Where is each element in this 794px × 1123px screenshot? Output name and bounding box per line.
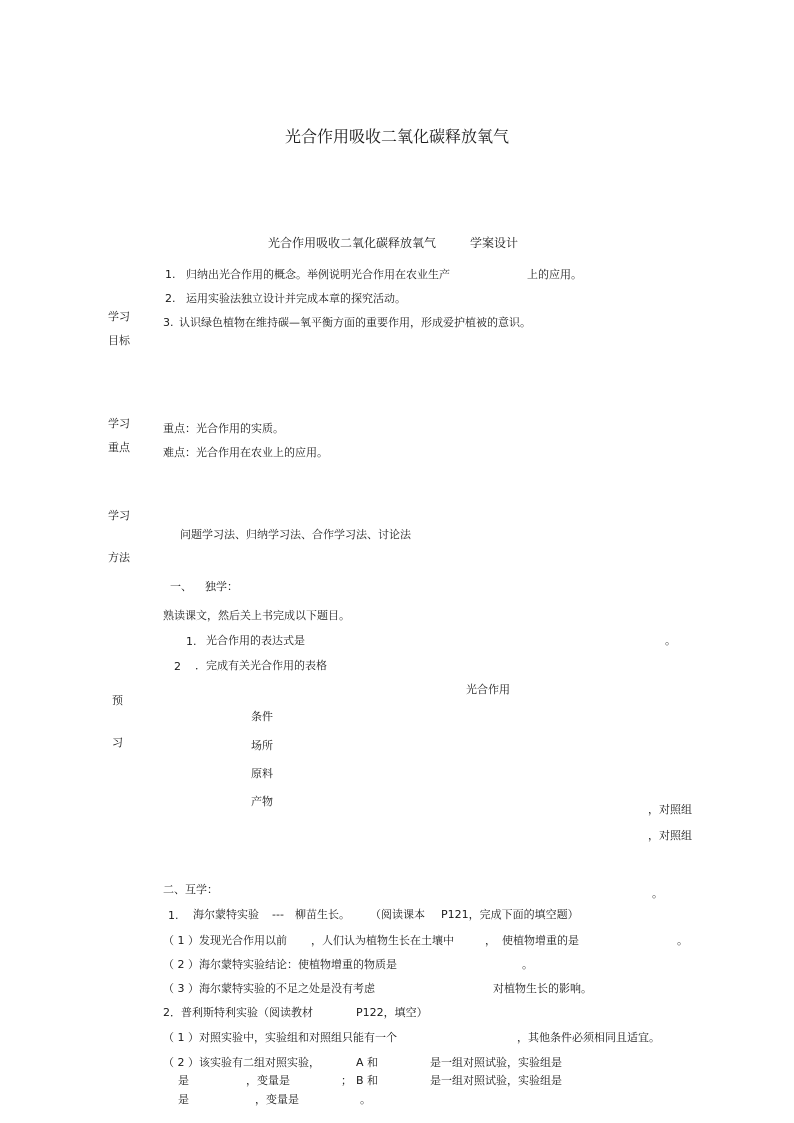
table-row-product: 产物 <box>251 795 273 808</box>
mutual-s3-b: 对植物生长的影响。 <box>493 982 592 995</box>
preview-q2-text: ．完成有关光合作用的表格 <box>195 659 327 672</box>
objectives-label-2: 目标 <box>108 334 130 347</box>
subtitle-main: 光合作用吸收二氧化碳释放氧气 <box>268 236 437 250</box>
mutual-p1-b: ，其他条件必须相同且适宜。 <box>517 1031 660 1044</box>
mutual-p1-a: （ 1 ）对照实验中，实验组和对照组只能有一个 <box>163 1031 397 1044</box>
objective-2-num: 2. <box>165 292 176 305</box>
mutual-p2-b: A 和 <box>356 1056 379 1069</box>
keypoints-label-2: 重点 <box>108 441 130 454</box>
preview-label-1: 预 <box>112 694 123 707</box>
mutual-q1-a: 海尔蒙特实验 <box>193 908 259 921</box>
table-row-material: 原料 <box>251 767 273 780</box>
mutual-p3-e: 是一组对照试验，实验组是 <box>430 1074 562 1087</box>
mutual-s2-b: 。 <box>522 958 533 971</box>
mutual-p4-a: 是 <box>178 1093 189 1106</box>
mutual-p2-a: （ 2 ）该实验有二组对照实验， <box>163 1056 320 1069</box>
side-control-2: ，对照组 <box>648 829 692 842</box>
preview-section-title: 独学： <box>205 580 238 593</box>
mutual-s3-a: （ 3 ）海尔蒙特实验的不足之处是没有考虑 <box>163 982 375 995</box>
preview-q1-end: 。 <box>665 634 676 647</box>
keypoint-focus: 重点：光合作用的实质。 <box>163 422 284 435</box>
mutual-p3-a: 是 <box>178 1074 189 1087</box>
mutual-q1-e: P121，完成下面的填空题） <box>441 908 579 921</box>
mutual-p3-c: ； <box>341 1074 352 1087</box>
mutual-q2-b: P122，填空） <box>356 1006 428 1019</box>
preview-q2-num: 2 <box>174 660 181 673</box>
mutual-s1-b: ，人们认为植物生长在土壤中 <box>311 934 454 947</box>
mutual-s1-e: 。 <box>677 934 688 947</box>
mutual-s2-a: （ 2 ）海尔蒙特实验结论：使植物增重的物质是 <box>163 958 397 971</box>
mutual-dot: 。 <box>652 887 663 900</box>
subtitle-suffix: 学案设计 <box>470 236 519 250</box>
preview-intro: 熟读课文，然后关上书完成以下题目。 <box>163 609 350 622</box>
mutual-q1-d: （阅读课本 <box>370 908 425 921</box>
objectives-label-1: 学习 <box>108 310 130 323</box>
objective-3-num: 3. <box>163 316 174 329</box>
mutual-p3-b: ，变量是 <box>246 1074 290 1087</box>
table-header: 光合作用 <box>466 683 510 696</box>
preview-q1-num: 1. <box>186 635 197 648</box>
table-row-place: 场所 <box>251 739 273 752</box>
mutual-section-title: 二、互学： <box>163 883 218 896</box>
objective-3-text: 认识绿色植物在维持碳—氧平衡方面的重要作用，形成爱护植被的意识。 <box>179 316 531 329</box>
objective-2-text: 运用实验法独立设计并完成本章的探究活动。 <box>186 292 406 305</box>
mutual-s1-c: ， <box>485 934 496 947</box>
table-row-condition: 条件 <box>251 710 273 723</box>
objective-1-tail: 上的应用。 <box>527 268 582 281</box>
preview-label-2: 习 <box>112 736 123 749</box>
keypoint-difficulty: 难点：光合作用在农业上的应用。 <box>163 446 328 459</box>
mutual-s1-d: 使植物增重的是 <box>502 934 579 947</box>
mutual-q1-b: --- <box>272 908 284 921</box>
objective-1-text: 归纳出光合作用的概念。举例说明光合作用在农业生产 <box>186 268 450 281</box>
side-control-1: ，对照组 <box>648 803 692 816</box>
methods-text: 问题学习法、归纳学习法、合作学习法、讨论法 <box>180 528 411 541</box>
preview-q1-text: 光合作用的表达式是 <box>206 634 305 647</box>
mutual-p2-c: 是一组对照试验，实验组是 <box>430 1056 562 1069</box>
mutual-p4-b: ，变量是 <box>255 1093 299 1106</box>
methods-label-2: 方法 <box>108 551 130 564</box>
mutual-p4-c: 。 <box>360 1093 371 1106</box>
methods-label-1: 学习 <box>108 509 130 522</box>
objective-1-num: 1. <box>165 268 176 281</box>
page-title: 光合作用吸收二氧化碳释放氧气 <box>284 127 509 146</box>
mutual-q2-a: 2．普利斯特利实验（阅读教材 <box>163 1006 313 1019</box>
mutual-s1-a: （ 1 ）发现光合作用以前 <box>163 934 287 947</box>
mutual-p3-d: B 和 <box>356 1074 379 1087</box>
keypoints-label-1: 学习 <box>108 417 130 430</box>
mutual-q1-c: 柳苗生长。 <box>295 908 350 921</box>
mutual-q1-num: 1. <box>168 909 179 922</box>
preview-section-num: 一、 <box>170 580 192 593</box>
